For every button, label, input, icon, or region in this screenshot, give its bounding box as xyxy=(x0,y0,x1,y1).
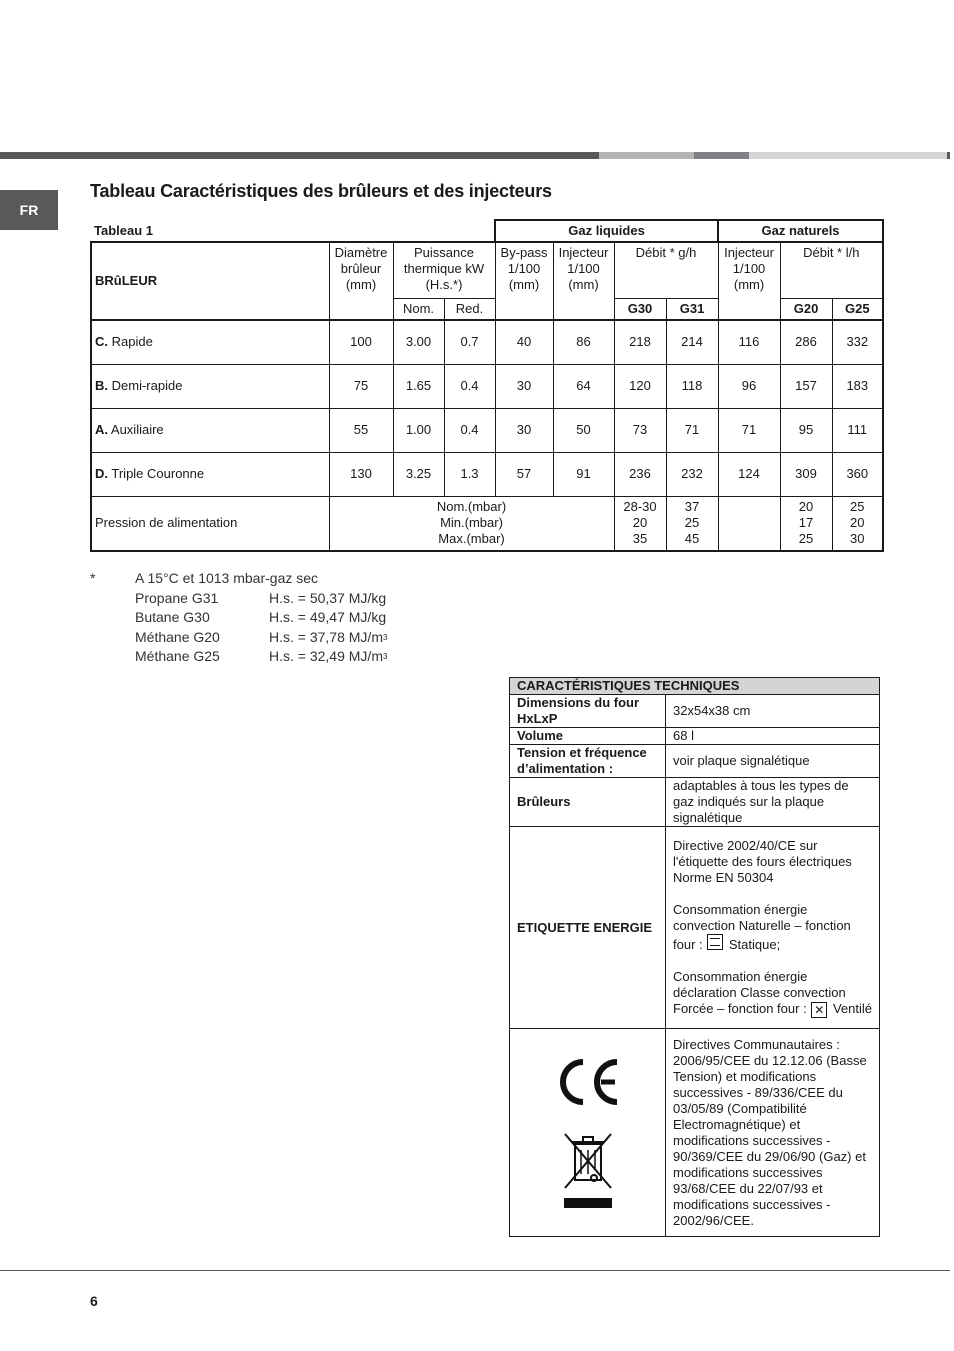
pressure-value: 30 xyxy=(850,531,865,547)
cell-nom: 1.00 xyxy=(393,408,444,452)
burner-name-cell xyxy=(91,364,329,408)
tech-key-energy: ETIQUETTE ENERGIE xyxy=(510,827,666,1029)
pressure-value: 35 xyxy=(632,531,648,547)
cell-injector: 50 xyxy=(553,408,614,452)
cell-bypass: 57 xyxy=(495,452,553,496)
page-title: Tableau Caractéristiques des brûleurs et des injecteurs xyxy=(90,181,552,201)
fan-oven-icon: ✕ xyxy=(811,1002,827,1018)
pressure-value: 37 xyxy=(684,499,700,515)
pressure-value: 45 xyxy=(684,531,700,547)
burner-name-cell xyxy=(91,408,329,452)
cell-g20: 157 xyxy=(780,364,832,408)
cell-injector-nat: 116 xyxy=(718,320,780,364)
cell-g31: 118 xyxy=(666,364,718,408)
footnote-star: * xyxy=(90,570,96,586)
burner-name-cell xyxy=(91,452,329,496)
energy-forced xyxy=(673,969,872,1018)
cell-injector-nat: 71 xyxy=(718,408,780,452)
pressure-value: 25 xyxy=(798,531,814,547)
table-row xyxy=(91,364,883,408)
tech-row xyxy=(510,745,880,778)
header-gaz-liquides: Gaz liquides xyxy=(495,220,718,242)
burner-name: Auxiliaire xyxy=(110,422,164,437)
pressure-value: 20 xyxy=(798,499,814,515)
header-bar-mid xyxy=(694,152,749,159)
tech-row xyxy=(510,827,880,1029)
pressure-units xyxy=(329,496,614,551)
energy-static-mode: Statique; xyxy=(728,936,781,952)
tech-row xyxy=(510,695,880,728)
header-burner: BRûLEUR xyxy=(91,242,329,320)
header-injector-nat-sub xyxy=(718,298,780,320)
tech-val-burners: adaptables à tous les types de gaz indiqués sur la plaque signalétique xyxy=(666,778,880,827)
gas-name: Méthane G25 xyxy=(135,648,220,664)
header-g20: G20 xyxy=(780,298,832,320)
cell-nom: 1.65 xyxy=(393,364,444,408)
pressure-value: 25 xyxy=(850,499,865,515)
cell-injector: 91 xyxy=(553,452,614,496)
language-tab: FR xyxy=(0,190,58,230)
header-bypass-sub xyxy=(495,298,553,320)
energy-forced-text: Consommation énergie déclaration Classe convection Forcée – fonction four : xyxy=(673,968,846,1016)
pressure-value: 25 xyxy=(684,515,700,531)
pressure-g25 xyxy=(832,496,883,551)
ce-mark-icon xyxy=(553,1056,623,1108)
table-row xyxy=(91,408,883,452)
energy-forced-mode: Ventilé xyxy=(832,1000,872,1016)
pressure-label: Pression de alimentation xyxy=(91,496,329,551)
energy-static-text: Consommation énergie convection Naturelle – fonction four : xyxy=(673,901,851,952)
table-label: Tableau 1 xyxy=(91,220,495,242)
burner-name: Rapide xyxy=(111,334,153,350)
footnote-line: A 15°C et 1013 mbar-gaz sec xyxy=(135,570,319,586)
cell-red: 1.3 xyxy=(444,452,495,496)
burner-code: D. xyxy=(95,466,108,481)
header-g31: G31 xyxy=(666,298,718,320)
cell-g25: 332 xyxy=(832,320,883,364)
tech-val-voltage: voir plaque signalétique xyxy=(666,745,880,778)
pressure-g20 xyxy=(780,496,832,551)
cell-nom: 3.25 xyxy=(393,452,444,496)
tech-row xyxy=(510,778,880,827)
pressure-value: 20 xyxy=(632,515,648,531)
gas-value: H.s. = 49,47 MJ/kg xyxy=(269,609,387,625)
cell-nom: 3.00 xyxy=(393,320,444,364)
logos xyxy=(517,1056,658,1210)
pressure-max-label: Max.(mbar) xyxy=(438,531,505,547)
gas-value: H.s. = 32,49 MJ/m xyxy=(269,648,383,664)
cell-red: 0.7 xyxy=(444,320,495,364)
header-g25: G25 xyxy=(832,298,883,320)
header-bar-dark xyxy=(0,152,599,159)
cell-diameter: 130 xyxy=(329,452,393,496)
cell-g20: 309 xyxy=(780,452,832,496)
cell-red: 0.4 xyxy=(444,408,495,452)
header-g30: G30 xyxy=(614,298,666,320)
cell-diameter: 75 xyxy=(329,364,393,408)
cell-bypass: 30 xyxy=(495,364,553,408)
footnote-gas-row xyxy=(135,589,387,609)
static-oven-icon xyxy=(707,934,723,950)
spacer xyxy=(673,886,872,902)
gas-value: H.s. = 50,37 MJ/kg xyxy=(269,589,387,606)
header-nom: Nom. xyxy=(393,298,444,320)
energy-directive: Directive 2002/40/CE sur l'étiquette des fours électriques Norme EN 50304 xyxy=(673,837,852,885)
table-row xyxy=(91,452,883,496)
header-bar-pale xyxy=(749,152,947,159)
cell-g30: 120 xyxy=(614,364,666,408)
pressure-value: 17 xyxy=(798,515,814,531)
pressure-value: 28-30 xyxy=(623,499,657,515)
tech-val-volume: 68 l xyxy=(666,728,880,745)
tech-row xyxy=(510,728,880,745)
header-red: Red. xyxy=(444,298,495,320)
cell-g31: 214 xyxy=(666,320,718,364)
cell-diameter: 100 xyxy=(329,320,393,364)
header-bar-end xyxy=(947,152,950,159)
table-row xyxy=(91,320,883,364)
pressure-g31 xyxy=(666,496,718,551)
tech-val-directives: Directives Communautaires : 2006/95/CEE du 12.12.06 (Basse Tension) et modifications successives - 89/336/CEE du 03/05/89 (Compatibilité Electromagnétique) et modifications successives - 90/369/CEE du 29/06/90 (Gaz) et modifications successives 93/68/CEE du 22/07/93 et modifications successives - 2002/96/CEE. xyxy=(666,1029,880,1237)
cell-bypass: 30 xyxy=(495,408,553,452)
pressure-g30 xyxy=(614,496,666,551)
tech-key-dimensions: Dimensions du four HxLxP xyxy=(510,695,666,728)
tech-key-volume: Volume xyxy=(510,728,666,745)
header-power: Puissance thermique kW (H.s.*) xyxy=(393,242,495,298)
burner-name: Triple Couronne xyxy=(111,466,205,481)
tech-header: CARACTÉRISTIQUES TECHNIQUES xyxy=(510,678,880,695)
burner-name: Demi-rapide xyxy=(111,378,183,393)
header-injector: Injecteur 1/100 (mm) xyxy=(553,242,614,298)
technical-table xyxy=(509,677,880,1237)
cell-g31: 71 xyxy=(666,408,718,452)
burner-code: A. xyxy=(95,422,108,437)
cell-injector-nat: 96 xyxy=(718,364,780,408)
tech-key-voltage: Tension et fréquence d’alimentation : xyxy=(510,745,666,778)
cell-g31: 232 xyxy=(666,452,718,496)
gas-unit-sup: 3 xyxy=(382,632,388,642)
burner-name-cell xyxy=(91,320,329,364)
bottom-rule xyxy=(0,1270,950,1271)
cell-g25: 360 xyxy=(832,452,883,496)
tech-val-energy xyxy=(666,827,880,1029)
gas-name: Méthane G20 xyxy=(135,628,220,645)
burner-code: B. xyxy=(95,378,108,393)
cell-bypass: 40 xyxy=(495,320,553,364)
header-injector-sub xyxy=(553,298,614,320)
gas-name: Butane G30 xyxy=(135,609,210,625)
cell-injector: 64 xyxy=(553,364,614,408)
header-gaz-naturels: Gaz naturels xyxy=(718,220,883,242)
header-flow-gh: Débit * g/h xyxy=(614,242,718,298)
header-diameter-sub xyxy=(329,298,393,320)
pressure-value: 20 xyxy=(850,515,865,531)
gas-unit-sup: 3 xyxy=(382,652,388,661)
cell-injector-nat: 124 xyxy=(718,452,780,496)
burner-table xyxy=(90,219,884,552)
cell-g30: 73 xyxy=(614,408,666,452)
footnote-gas-row xyxy=(135,628,387,648)
cell-injector: 86 xyxy=(553,320,614,364)
energy-static xyxy=(673,902,872,953)
cell-g30: 218 xyxy=(614,320,666,364)
burner-code: C. xyxy=(95,334,108,350)
gas-name: Propane G31 xyxy=(135,589,219,606)
footnote-gas-row xyxy=(135,647,387,667)
footnote-gas-row xyxy=(135,608,387,628)
cell-g30: 236 xyxy=(614,452,666,496)
spacer xyxy=(673,953,872,969)
header-injector-nat: Injecteur 1/100 (mm) xyxy=(718,242,780,298)
gas-value: H.s. = 37,78 MJ/m xyxy=(269,628,383,645)
cell-g20: 286 xyxy=(780,320,832,364)
cell-g20: 95 xyxy=(780,408,832,452)
cell-g25: 183 xyxy=(832,364,883,408)
tech-key-burners: Brûleurs xyxy=(510,778,666,827)
page-number: 6 xyxy=(90,1293,98,1309)
tech-val-dimensions: 32x54x38 cm xyxy=(666,695,880,728)
pressure-nom-label: Nom.(mbar) xyxy=(436,499,507,515)
tech-row xyxy=(510,1029,880,1237)
weee-bin-icon xyxy=(561,1130,615,1210)
pressure-injector-nat xyxy=(718,496,780,551)
pressure-row xyxy=(91,496,883,551)
cell-g25: 111 xyxy=(832,408,883,452)
pressure-min-label: Min.(mbar) xyxy=(440,515,503,531)
header-bar-light xyxy=(599,152,694,159)
tech-logos-cell xyxy=(510,1029,666,1237)
header-bypass: By-pass 1/100 (mm) xyxy=(495,242,553,298)
header-flow-lh: Débit * l/h xyxy=(780,242,883,298)
header-diameter: Diamètre brûleur (mm) xyxy=(329,242,393,298)
cell-red: 0.4 xyxy=(444,364,495,408)
footnote xyxy=(90,569,388,667)
cell-diameter: 55 xyxy=(329,408,393,452)
